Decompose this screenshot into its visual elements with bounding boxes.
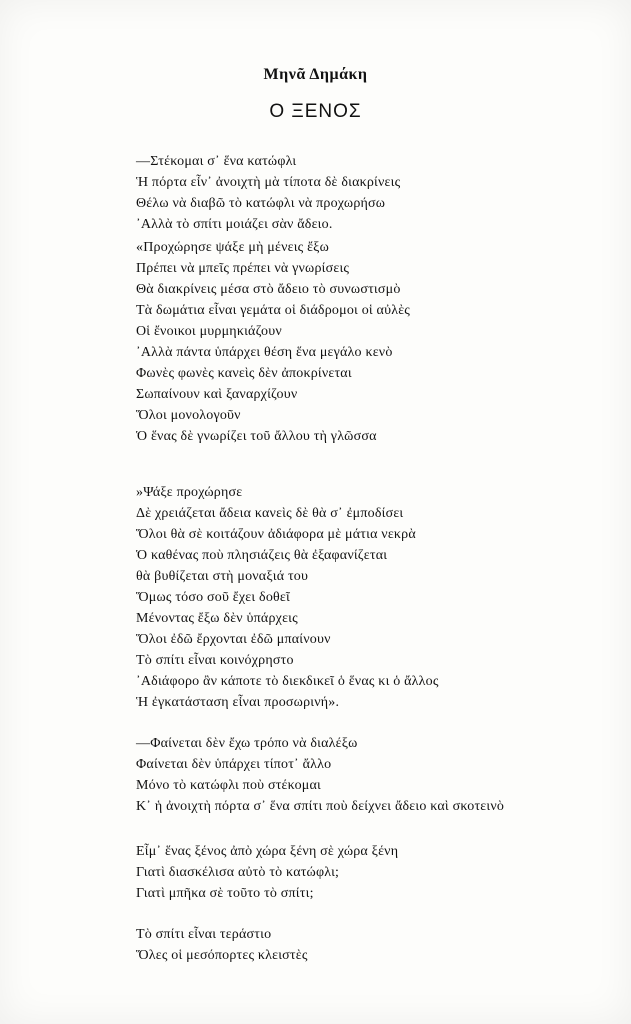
poem-line: Εἶμ᾿ ἕνας ξένος ἀπὸ χώρα ξένη σὲ χώρα ξένη xyxy=(136,844,399,859)
poem-line: Ἡ πόρτα εἶν᾿ ἀνοιχτὴ μὰ τίποτα δὲ διακρίνεις xyxy=(136,175,401,190)
poem-line: ᾿Αλλὰ τὸ σπίτι μοιάζει σὰν ἄδειο. xyxy=(136,217,333,232)
poem-line: Κ᾿ ἡ ἀνοιχτὴ πόρτα σ᾿ ἕνα σπίτι ποὺ δείχνει ἄδειο καὶ σκοτεινὸ xyxy=(136,799,505,814)
poem-line: Οἱ ἔνοικοι μυρμηκιάζουν xyxy=(136,324,282,339)
stanza-4 xyxy=(136,733,606,817)
poem-line: —Στέκομαι σ᾿ ἕνα κατώφλι xyxy=(136,154,297,169)
poem-line: Τὰ δωμάτια εἶναι γεμάτα οἱ διάδρομοι οἱ αὐλὲς xyxy=(136,303,411,318)
poem-line: Ὅλοι ἐδῶ ἔρχονται ἐδῶ μπαίνουν xyxy=(136,632,331,647)
poem-line: Ὅλες οἱ μεσόπορτες κλειστὲς xyxy=(136,948,308,963)
poem-line: Φωνὲς φωνὲς κανεὶς δὲν ἀποκρίνεται xyxy=(136,366,352,381)
poem-line: Ὁ καθένας ποὺ πλησιάζεις θὰ ἐξαφανίζεται xyxy=(136,548,388,563)
poem-line: Γιατὶ διασκέλισα αὐτὸ τὸ κατώφλι; xyxy=(136,865,340,880)
poem-line: Ὅλοι μονολογοῦν xyxy=(136,408,241,423)
poem-line: Μόνο τὸ κατώφλι ποὺ στέκομαι xyxy=(136,778,321,793)
poem-author: Μηνᾶ Δημάκη xyxy=(263,66,368,83)
stanza-6 xyxy=(136,924,606,966)
poem-line: Θέλω νὰ διαβῶ τὸ κατώφλι νὰ προχωρήσω xyxy=(136,196,386,211)
poem-line: Πρέπει νὰ μπεῖς πρέπει νὰ γνωρίσεις xyxy=(136,261,350,276)
poem-line: —Φαίνεται δὲν ἔχω τρόπο νὰ διαλέξω xyxy=(136,736,358,751)
poem-line: »Ψάξε προχώρησε xyxy=(136,485,243,500)
poem-line: Ἡ ἐγκατάσταση εἶναι προσωρινή». xyxy=(136,695,340,710)
poem-line: θὰ βυθίζεται στὴ μοναξιά του xyxy=(136,569,309,584)
poem-line: Ὅμως τόσο σοῦ ἔχει δοθεῖ xyxy=(136,590,290,605)
poem-line: Θὰ διακρίνεις μέσα στὸ ἄδειο τὸ συνωστισμὸ xyxy=(136,282,401,297)
stanza-5 xyxy=(136,841,606,904)
poem-line: «Προχώρησε ψάξε μὴ μένεις ἔξω xyxy=(136,240,330,255)
poem-line: Τὸ σπίτι εἶναι τεράστιο xyxy=(136,927,272,942)
poem-line: Τὸ σπίτι εἶναι κοινόχρηστο xyxy=(136,653,294,668)
stanza-3 xyxy=(136,482,606,713)
poem-line: Δὲ χρειάζεται ἄδεια κανεὶς δὲ θὰ σ᾿ ἐμποδίσει xyxy=(136,506,404,521)
poem-line: Σωπαίνουν καὶ ξαναρχίζουν xyxy=(136,387,298,402)
poem-line: ᾿Αδιάφορο ἂν κάποτε τὸ διεκδικεῖ ὁ ἕνας κι ὁ ἄλλος xyxy=(136,674,439,689)
poem-line: ᾿Αλλὰ πάντα ὑπάρχει θέση ἕνα μεγάλο κενὸ xyxy=(136,345,393,360)
poem-line: Ὁ ἕνας δὲ γνωρίζει τοῦ ἄλλου τὴ γλῶσσα xyxy=(136,429,377,444)
stanza-2 xyxy=(136,237,606,447)
poem-line: Γιατὶ μπῆκα σὲ τοῦτο τὸ σπίτι; xyxy=(136,886,314,901)
poem-line: Ὅλοι θὰ σὲ κοιτάζουν ἀδιάφορα μὲ μάτια νεκρὰ xyxy=(136,527,416,542)
poem-line: Φαίνεται δὲν ὑπάρχει τίποτ᾿ ἄλλο xyxy=(136,757,332,772)
poem-line: Μένοντας ἔξω δὲν ὑπάρχεις xyxy=(136,611,298,626)
stanza-1 xyxy=(136,151,606,235)
poem-title: Ο ΞΕΝΟΣ xyxy=(269,101,362,122)
